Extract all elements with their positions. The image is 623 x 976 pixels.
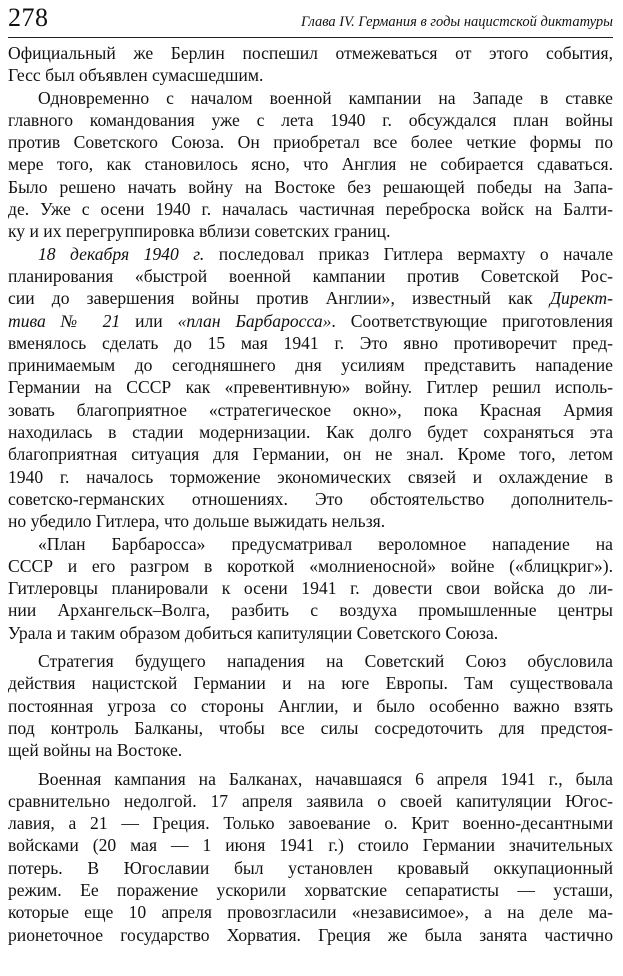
body-text bbox=[8, 42, 613, 946]
line-text: режим. Ее поражение ускорили хорватские сепаратисты — усташи, bbox=[8, 879, 613, 900]
line-text: СССР и его разгром в короткой «молниеносной» войне («блицкриг»). bbox=[8, 555, 613, 576]
line-text: войсками (20 мая — 1 июня 1941 г.) стоило Германии значительных bbox=[8, 835, 613, 856]
text-line bbox=[8, 443, 613, 465]
line-text: советско-германских отношениях. Это обстоятельство дополнитель- bbox=[8, 488, 613, 509]
text-line bbox=[8, 622, 613, 644]
text-line bbox=[8, 857, 613, 879]
line-text: постоянная угроза со стороны Англии, и было особенно важно взять bbox=[8, 695, 613, 716]
text-line bbox=[8, 198, 613, 220]
line-text: Германии на СССР как «превентивную» войну. Гитлер решил исполь- bbox=[8, 377, 613, 398]
text-line bbox=[8, 599, 613, 621]
line-text: 1940 г. началось торможение экономических связей и охлаждение в bbox=[8, 466, 613, 487]
text-line bbox=[8, 64, 613, 86]
line-text: действия нацистской Германии и на юге Европы. Там существовала bbox=[8, 673, 613, 694]
line-text: ку и их перегруппировка вблизи советских границ. bbox=[8, 221, 391, 242]
line-text: под контроль Балканы, чтобы все силы сосредоточить для предстоя- bbox=[8, 717, 613, 738]
text-line bbox=[8, 376, 613, 398]
line-text: которые еще 10 апреля провозгласили «независимое», а на деле ма- bbox=[8, 902, 613, 923]
running-head: Глава IV. Германия в годы нацистской диктатуры bbox=[300, 14, 613, 30]
text-line bbox=[8, 924, 613, 946]
text-line bbox=[8, 672, 613, 694]
text-line bbox=[8, 695, 613, 717]
text-line bbox=[8, 399, 613, 421]
text-line bbox=[8, 768, 613, 790]
text-line bbox=[8, 176, 613, 198]
line-text: Было решено начать войну на Востоке без решающей победы на Запа- bbox=[8, 176, 613, 197]
line-text: Военная кампания на Балканах, начавшаяся 6 апреля 1941 г., была bbox=[38, 768, 613, 789]
line-text: против Советского Союза. Он приобретал все более четкие формы по bbox=[8, 132, 613, 153]
text-line bbox=[8, 131, 613, 153]
line-text: Урала и таким образом добиться капитуляции Советского Союза. bbox=[8, 622, 499, 643]
line-text: де. Уже с осени 1940 г. началась частичная переброска войск на Балти- bbox=[8, 199, 613, 220]
text-line bbox=[8, 790, 613, 812]
text-line bbox=[8, 354, 613, 376]
line-text: находилась в стадии модернизации. Как долго будет сохраняться эта bbox=[8, 422, 613, 443]
page-header bbox=[8, 4, 613, 38]
text-line bbox=[8, 555, 613, 577]
text-line bbox=[8, 153, 613, 175]
text-line bbox=[8, 42, 613, 64]
text-line bbox=[8, 220, 613, 242]
line-text: главного командования уже с лета 1940 г. обсуждался план войны bbox=[8, 109, 613, 130]
line-text: мере того, как становилось ясно, что Англия не собирается сдаваться. bbox=[8, 154, 613, 175]
line-text: Стратегия будущего нападения на Советский Союз обусловила bbox=[38, 651, 613, 672]
page-number: 278 bbox=[8, 3, 49, 32]
text-line bbox=[8, 109, 613, 131]
line-text: вменялось сделать до 15 мая 1941 г. Это явно противоречит пред- bbox=[8, 332, 613, 353]
line-text: Официальный же Берлин поспешил отмежеваться от этого события, bbox=[8, 43, 613, 63]
text-line bbox=[8, 812, 613, 834]
line-text: или bbox=[120, 310, 178, 331]
line-text: нии Архангельск–Волга, разбить с воздуха промышленные центры bbox=[8, 600, 613, 621]
line-text: . Соответствующие приготовления bbox=[331, 310, 613, 331]
line-text: благоприятная ситуация для Германии, он не знал. Кроме того, летом bbox=[8, 444, 613, 465]
text-line bbox=[8, 287, 613, 309]
text-line bbox=[8, 243, 613, 265]
text-line bbox=[8, 265, 613, 287]
text-line bbox=[8, 901, 613, 923]
text-line bbox=[8, 650, 613, 672]
text-line bbox=[8, 488, 613, 510]
text-line bbox=[8, 332, 613, 354]
line-text: лавия, а 21 — Греция. Только завоевание о. Крит военно-десантными bbox=[8, 813, 613, 834]
line-text: но убедило Гитлера, что дольше выжидать нельзя. bbox=[8, 511, 386, 532]
line-text: зовать благоприятное «стратегическое окно», пока Красная Армия bbox=[8, 399, 613, 420]
line-text: Гитлеровцы планировали к осени 1941 г. довести свои войска до ли- bbox=[8, 578, 613, 599]
line-text: сии до завершения войны против Англии», известный как bbox=[8, 288, 550, 309]
text-line bbox=[8, 310, 613, 332]
text-line bbox=[8, 510, 613, 532]
text-line bbox=[8, 466, 613, 488]
line-text: «План Барбаросса» предусматривал вероломное нападение на bbox=[38, 533, 613, 554]
text-line bbox=[8, 717, 613, 739]
line-text: последовал приказ Гитлера вермахту о начале bbox=[204, 243, 613, 264]
line-text: потерь. В Югославии был установлен кровавый оккупационный bbox=[8, 857, 613, 878]
italic-text: тива № 21 bbox=[8, 310, 121, 331]
line-text: принимаемым до сегодняшнего дня усилиям представить нападение bbox=[8, 355, 613, 376]
italic-text: Директ- bbox=[549, 288, 613, 309]
italic-text: «план Барбаросса» bbox=[177, 310, 332, 331]
text-line bbox=[8, 577, 613, 599]
italic-text: 18 декабря 1940 г. bbox=[38, 243, 205, 264]
line-text: Гесс был объявлен сумасшедшим. bbox=[8, 65, 264, 86]
line-text: рионеточное государство Хорватия. Греция же была занята частично bbox=[8, 924, 613, 945]
text-line bbox=[8, 879, 613, 901]
line-text: Одновременно с началом военной кампании на Западе в ставке bbox=[38, 87, 613, 108]
text-line bbox=[8, 421, 613, 443]
text-line bbox=[8, 533, 613, 555]
text-line bbox=[8, 739, 613, 761]
line-text: планирования «быстрой военной кампании против Советской Рос- bbox=[8, 265, 613, 286]
line-text: щей войны на Востоке. bbox=[8, 740, 183, 761]
line-text: сравнительно недолгой. 17 апреля заявила о своей капитуляции Югос- bbox=[8, 790, 613, 811]
text-line bbox=[8, 834, 613, 856]
text-line bbox=[8, 87, 613, 109]
